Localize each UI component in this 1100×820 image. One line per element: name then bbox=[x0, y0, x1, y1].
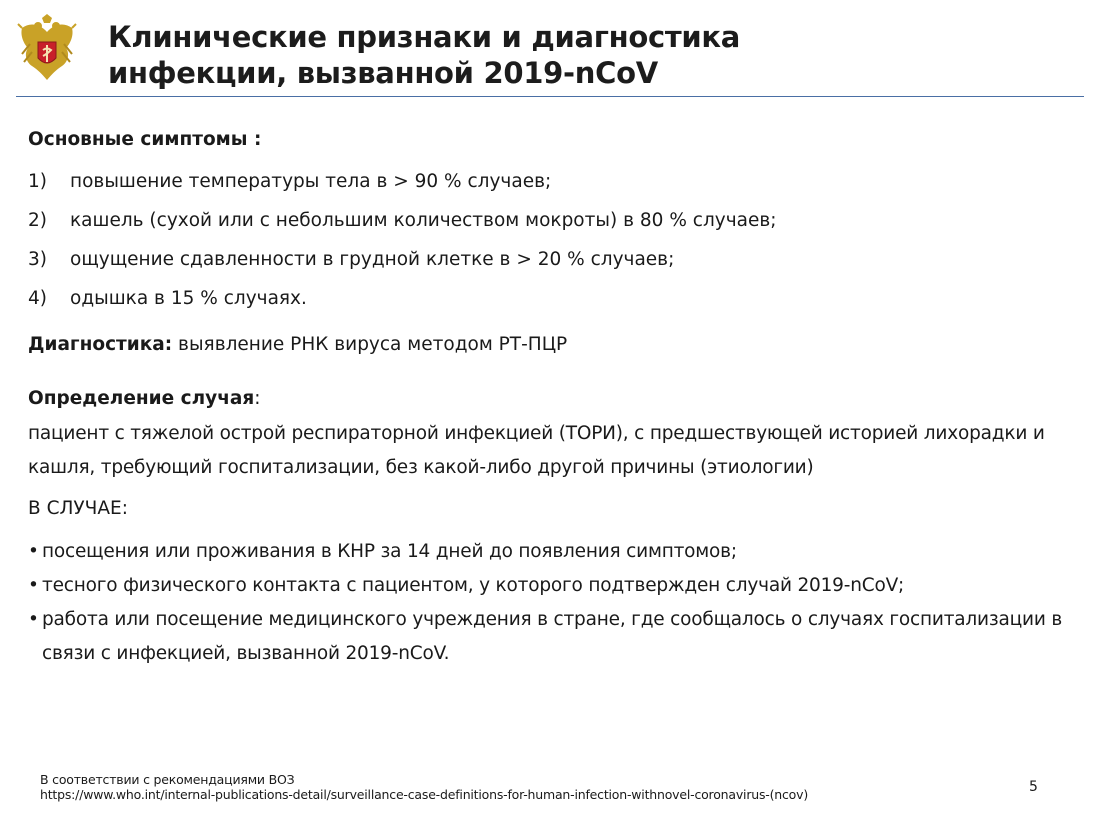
item-number: 1) bbox=[28, 171, 47, 192]
list-item bbox=[28, 246, 1088, 274]
diagnostics-label: Диагностика: bbox=[28, 334, 173, 355]
symptoms-heading: Основные симптомы : bbox=[28, 129, 262, 150]
source-footnote bbox=[40, 772, 808, 802]
footnote-note: В соответствии с рекомендациями ВОЗ bbox=[40, 772, 295, 787]
bullet-icon: • bbox=[28, 575, 39, 596]
page-title bbox=[108, 19, 740, 91]
list-item bbox=[28, 603, 1088, 671]
item-text: посещения или проживания в КНР за 14 дней до появления симптомов; bbox=[42, 541, 737, 562]
case-definition-colon: : bbox=[254, 388, 261, 409]
item-number: 2) bbox=[28, 210, 47, 231]
slide-body bbox=[28, 126, 1088, 671]
case-definition-text: пациент с тяжелой острой респираторной инфекцией (ТОРИ), с предшествующей историей лихорадки и кашля, требующий госпитализации, без какой-либо другой причины (этиологии) bbox=[28, 423, 1045, 478]
item-text: работа или посещение медицинского учреждения в стране, где сообщалось о случаях госпитализации в связи с инфекцией, вызванной 2019-nCoV. bbox=[42, 609, 1063, 664]
coat-of-arms-icon bbox=[16, 14, 78, 84]
header-divider bbox=[16, 96, 1084, 97]
item-text: повышение температуры тела в > 90 % случаев; bbox=[70, 171, 552, 192]
item-number: 4) bbox=[28, 288, 47, 309]
list-item bbox=[28, 285, 1088, 313]
item-text: ощущение сдавленности в грудной клетке в > 20 % случаев; bbox=[70, 249, 675, 270]
list-item bbox=[28, 207, 1088, 235]
page-number: 5 bbox=[1029, 779, 1038, 795]
list-item bbox=[28, 569, 1088, 603]
case-conditions-list bbox=[28, 535, 1088, 671]
list-item bbox=[28, 168, 1088, 196]
title-line-2: инфекции, вызванной 2019-nCoV bbox=[108, 56, 658, 90]
item-text: кашель (сухой или с небольшим количеством мокроты) в 80 % случаев; bbox=[70, 210, 777, 231]
footnote-url: https://www.who.int/internal-publications-detail/surveillance-case-definitions-for-human-infection-withnovel-coronavirus-(ncov) bbox=[40, 787, 809, 802]
case-definition-label: Определение случая bbox=[28, 388, 255, 409]
bullet-icon: • bbox=[28, 609, 39, 630]
item-number: 3) bbox=[28, 249, 47, 270]
case-definition-heading bbox=[28, 385, 1088, 413]
list-item bbox=[28, 535, 1088, 569]
title-line-1: Клинические признаки и диагностика bbox=[108, 20, 741, 54]
bullet-icon: • bbox=[28, 541, 39, 562]
item-text: тесного физического контакта с пациентом, у которого подтвержден случай 2019-nCoV; bbox=[42, 575, 905, 596]
diagnostics-line bbox=[28, 331, 1088, 359]
diagnostics-text: выявление РНК вируса методом РТ-ПЦР bbox=[172, 334, 568, 355]
symptoms-list bbox=[28, 168, 1088, 313]
item-text: одышка в 15 % случаях. bbox=[70, 288, 307, 309]
case-conditions-label: В СЛУЧАЕ: bbox=[28, 498, 128, 519]
